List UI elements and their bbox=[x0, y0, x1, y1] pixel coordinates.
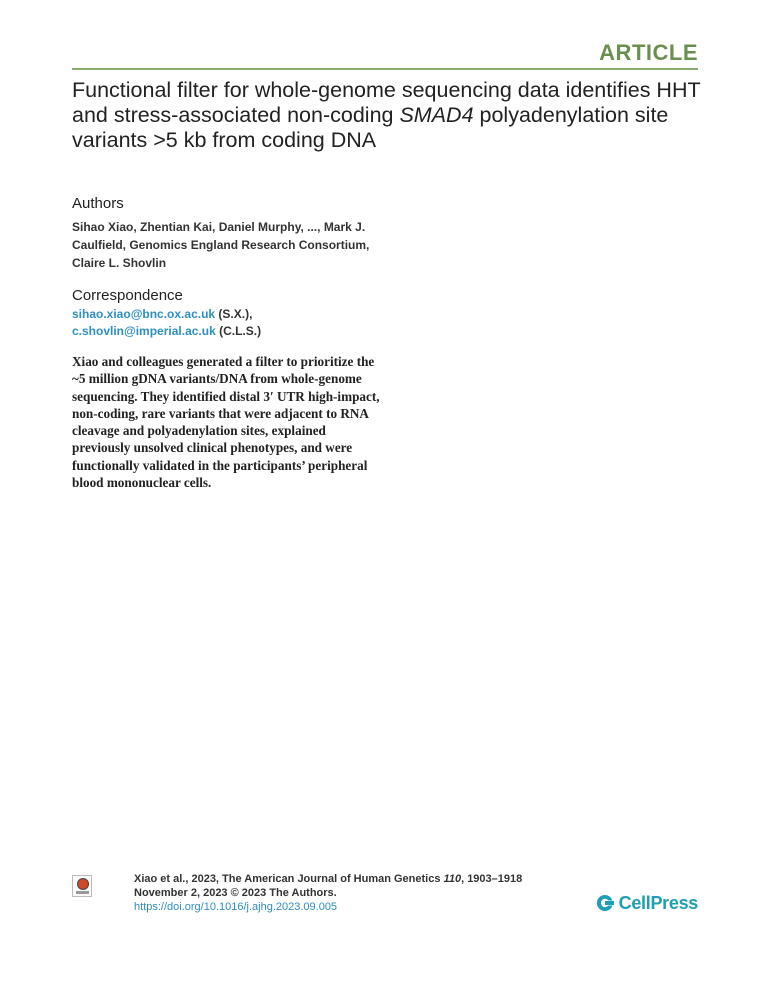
header-rule bbox=[72, 68, 698, 70]
badge-bar bbox=[76, 891, 89, 894]
paper-title bbox=[72, 78, 712, 153]
cellpress-logo bbox=[595, 892, 698, 914]
badge-dot bbox=[77, 878, 89, 890]
article-label: ARTICLE bbox=[599, 40, 698, 65]
doi-link[interactable]: https://doi.org/10.1016/j.ajhg.2023.09.005 bbox=[134, 901, 338, 913]
email-link-1[interactable]: sihao.xiao@bnc.ox.ac.uk bbox=[72, 307, 216, 321]
citation-volume: 110 bbox=[443, 873, 462, 885]
email-link-2[interactable]: c.shovlin@imperial.ac.uk bbox=[72, 324, 216, 338]
citation-prefix: Xiao et al., 2023, The American Journal of Human Genetics bbox=[134, 873, 444, 885]
cellpress-wordmark: CellPress bbox=[618, 892, 698, 913]
date-line: November 2, 2023 © 2023 The Authors. bbox=[134, 887, 337, 899]
email-1-suffix: (S.X.), bbox=[215, 307, 253, 321]
citation-suffix: , 1903–1918 bbox=[461, 873, 523, 885]
check-for-updates-icon[interactable] bbox=[72, 875, 92, 897]
cellpress-icon bbox=[595, 893, 615, 913]
in-brief-summary: Xiao and colleagues generated a filter to prioritize the ~5 million gDNA variants/DNA from whole-genome sequencing. They identified distal 3′ UTR high-impact, non-coding, rare variants that were adjacent to RNA cleavage and polyadenylation sites, explained previously unsolved clinical phenotypes, and were functionally validated in the participants’ peripheral blood mononuclear cells. bbox=[72, 354, 380, 491]
citation-footer bbox=[134, 872, 554, 914]
title-gene: SMAD4 bbox=[399, 103, 474, 127]
title-part1: Functional filter for whole-genome sequencing data identifies HHT and stress-associated non-coding bbox=[72, 78, 701, 127]
authors-list: Sihao Xiao, Zhentian Kai, Daniel Murphy, ..., Mark J. Caulfield, Genomics England Research Consortium, Claire L. Shovlin bbox=[72, 220, 370, 270]
correspondence-heading: Correspondence bbox=[72, 287, 183, 304]
email-2-suffix: (C.L.S.) bbox=[215, 324, 262, 338]
citation-line bbox=[134, 872, 554, 886]
correspondence-block bbox=[72, 306, 392, 340]
authors-heading: Authors bbox=[72, 195, 124, 212]
title-part2: polyadenylation site variants >5 kb from coding DNA bbox=[72, 103, 669, 152]
